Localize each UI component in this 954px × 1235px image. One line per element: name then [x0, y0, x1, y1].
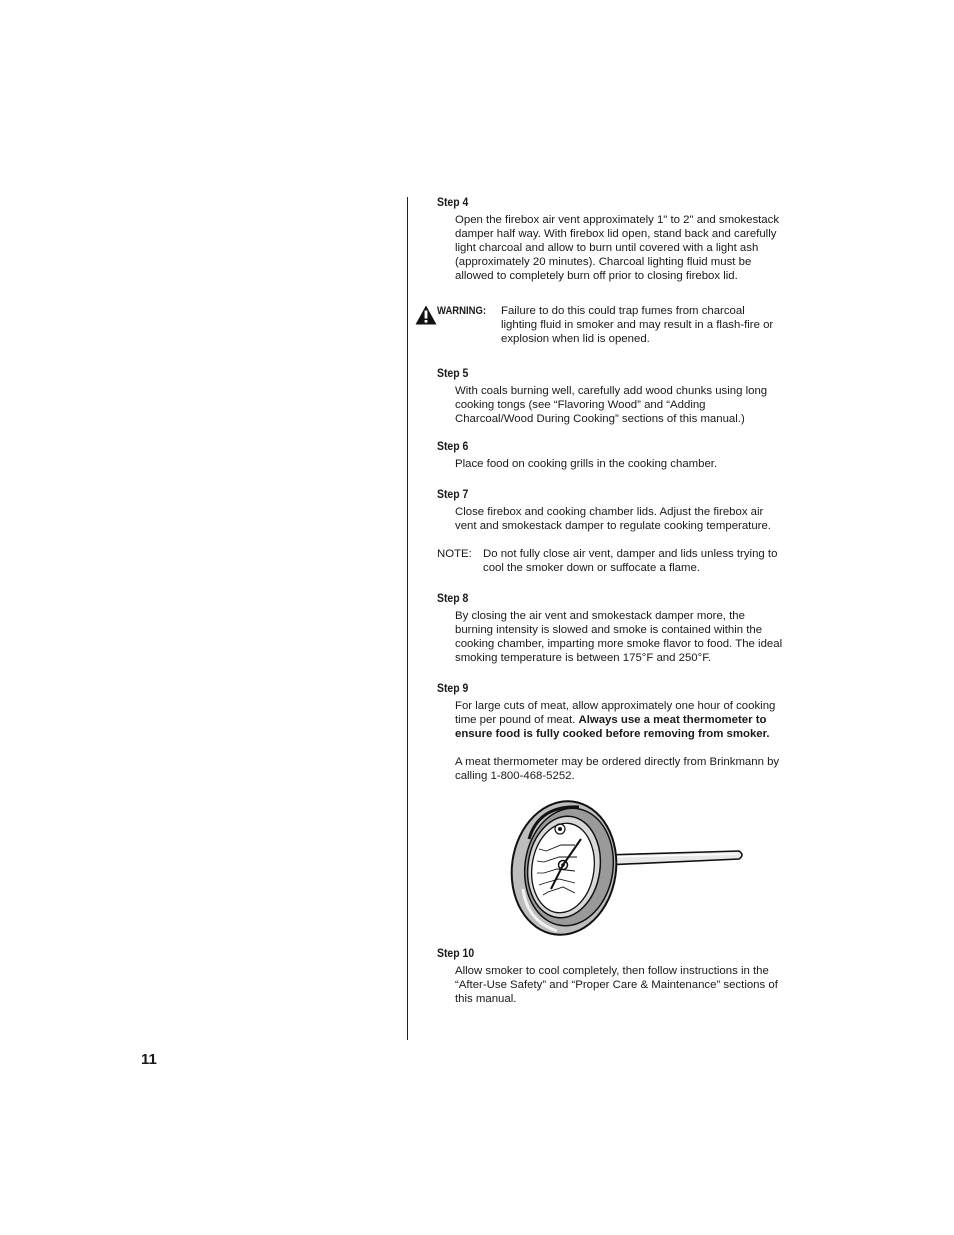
step-10-body: Allow smoker to cool completely, then follow instructions in the “After-Use Safety” and “Proper Care & Maintenance” sections of this manual. — [455, 965, 778, 1005]
step-9-body-bold: Always use a meat thermometer to ensure food is fully cooked before removing from smoker. — [455, 714, 770, 740]
step-6-body: Place food on cooking grills in the cooking chamber. — [455, 458, 718, 470]
step-6 — [437, 440, 787, 471]
step-9-body-plain: For large cuts of meat, allow approximately one hour of cooking time per pound of meat. — [455, 700, 776, 726]
step-5-body: With coals burning well, carefully add wood chunks using long cooking tongs (see “Flavoring Wood” and “Adding Charcoal/Wood During Cooking” sections of this manual.) — [455, 385, 768, 425]
step-4-body: Open the firebox air vent approximately 1" to 2" and smokestack damper half way. With firebox lid open, stand back and carefully light charcoal and allow to burn until covered with a light ash (approximately 20 minutes). Charcoal lighting fluid must be allowed to completely burn off prior to closing firebox lid. — [455, 214, 780, 282]
warning-triangle-icon — [415, 305, 437, 325]
step-8-heading: Step 8 — [437, 592, 469, 605]
warning-text: Failure to do this could trap fumes from charcoal lighting fluid in smoker and may result in a flash-fire or explosion when lid is opened. — [501, 305, 774, 345]
page-number: 11 — [141, 1051, 157, 1068]
warning-callout — [415, 304, 787, 346]
step-5-heading: Step 5 — [437, 367, 469, 380]
step-4 — [437, 196, 787, 283]
warning-label: WARNING: — [437, 305, 487, 317]
note-text: Do not fully close air vent, damper and lids unless trying to cool the smoker down or suffocate a flame. — [483, 548, 778, 574]
note-label: NOTE: — [437, 548, 472, 560]
step-9 — [437, 682, 787, 783]
step-9-body — [455, 699, 785, 741]
step-9-heading: Step 9 — [437, 682, 469, 695]
step-7 — [437, 488, 787, 533]
step-7-heading: Step 7 — [437, 488, 469, 501]
step-7-body: Close firebox and cooking chamber lids. Adjust the firebox air vent and smokestack damper to regulate cooking temperature. — [455, 506, 771, 532]
column-divider — [407, 197, 408, 1040]
step-4-heading: Step 4 — [437, 196, 469, 209]
step-9-extra: A meat thermometer may be ordered directly from Brinkmann by calling 1-800-468-5252. — [455, 756, 780, 782]
step-10 — [437, 947, 787, 1006]
step-8 — [437, 592, 787, 665]
step-8-body: By closing the air vent and smokestack damper more, the burning intensity is slowed and smoke is contained within the cooking chamber, imparting more smoke flavor to food. The ideal smoking temperature is between 175°F and 250°F. — [455, 610, 783, 664]
step-10-heading: Step 10 — [437, 947, 475, 960]
instructions-column — [437, 196, 787, 1006]
note-callout — [437, 547, 787, 575]
meat-thermometer-illustration — [509, 799, 749, 939]
step-6-heading: Step 6 — [437, 440, 469, 453]
step-5 — [437, 367, 787, 426]
